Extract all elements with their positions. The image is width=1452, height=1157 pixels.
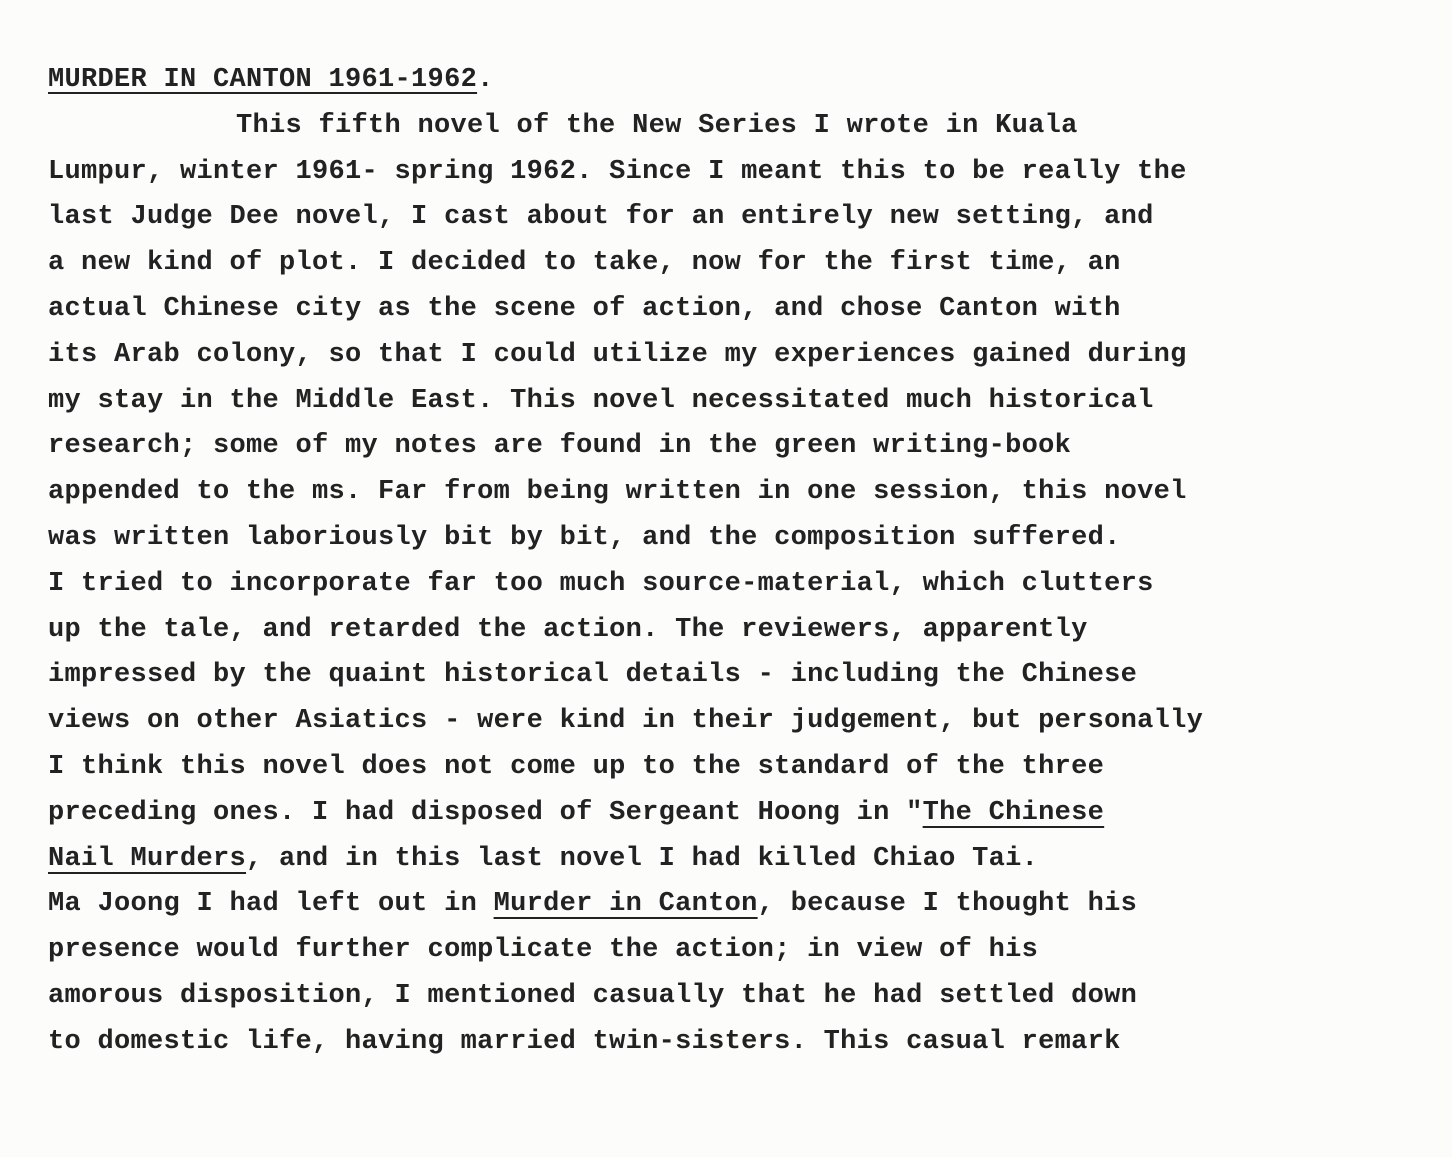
text-line-13: impressed by the quaint historical details - including the Chinese	[48, 660, 1138, 691]
line16-text: preceding ones. I had disposed of Sergeant Hoong in "	[48, 797, 923, 828]
text-line-8: research; some of my notes are found in the green writing-book	[48, 431, 1072, 462]
text-line-15: I think this novel does not come up to the standard of the three	[48, 751, 1105, 782]
book-title-murder-in-canton: Murder in Canton	[493, 889, 758, 920]
text-line-17	[48, 837, 1428, 883]
text-line-16	[48, 791, 1428, 837]
text-line-9: appended to the ms. Far from being written in one session, this novel	[48, 477, 1187, 508]
text-line-5: actual Chinese city as the scene of action, and chose Canton with	[48, 293, 1121, 324]
text-line-18	[48, 882, 1428, 928]
text-line-10: was written laboriously bit by bit, and the composition suffered.	[48, 522, 1121, 553]
book-title-chinese-nail-murders-part1: The Chinese	[922, 797, 1105, 828]
text-line-1: This fifth novel of the New Series I wrote in Kuala	[236, 110, 1078, 141]
document-title-suffix: .	[477, 65, 494, 95]
line18-text-before: Ma Joong I had left out in	[48, 889, 494, 920]
text-line-6: its Arab colony, so that I could utilize my experiences gained during	[48, 339, 1187, 370]
text-line-12: up the tale, and retarded the action. The reviewers, apparently	[48, 614, 1088, 645]
text-line-2: Lumpur, winter 1961- spring 1962. Since I meant this to be really the	[48, 156, 1187, 187]
text-line-11: I tried to incorporate far too much source-material, which clutters	[48, 568, 1154, 599]
document-heading	[48, 58, 1428, 104]
line18-text-after: , because I thought his	[757, 889, 1138, 920]
line17-text: , and in this last novel I had killed Chiao Tai.	[246, 843, 1039, 874]
text-line-14: views on other Asiatics - were kind in their judgement, but personally	[48, 706, 1204, 737]
text-line-3: last Judge Dee novel, I cast about for an entirely new setting, and	[48, 202, 1154, 233]
typescript-text	[48, 58, 1428, 1066]
book-title-chinese-nail-murders-part2: Nail Murders	[48, 843, 247, 874]
text-line-19: presence would further complicate the action; in view of his	[48, 935, 1039, 966]
text-line-7: my stay in the Middle East. This novel necessitated much historical	[48, 385, 1154, 416]
text-line-21: to domestic life, having married twin-sisters. This casual remark	[48, 1026, 1121, 1057]
text-line-4: a new kind of plot. I decided to take, now for the first time, an	[48, 248, 1121, 279]
text-line-20: amorous disposition, I mentioned casually that he had settled down	[48, 980, 1138, 1011]
document-title: MURDER IN CANTON 1961-1962	[48, 65, 478, 95]
